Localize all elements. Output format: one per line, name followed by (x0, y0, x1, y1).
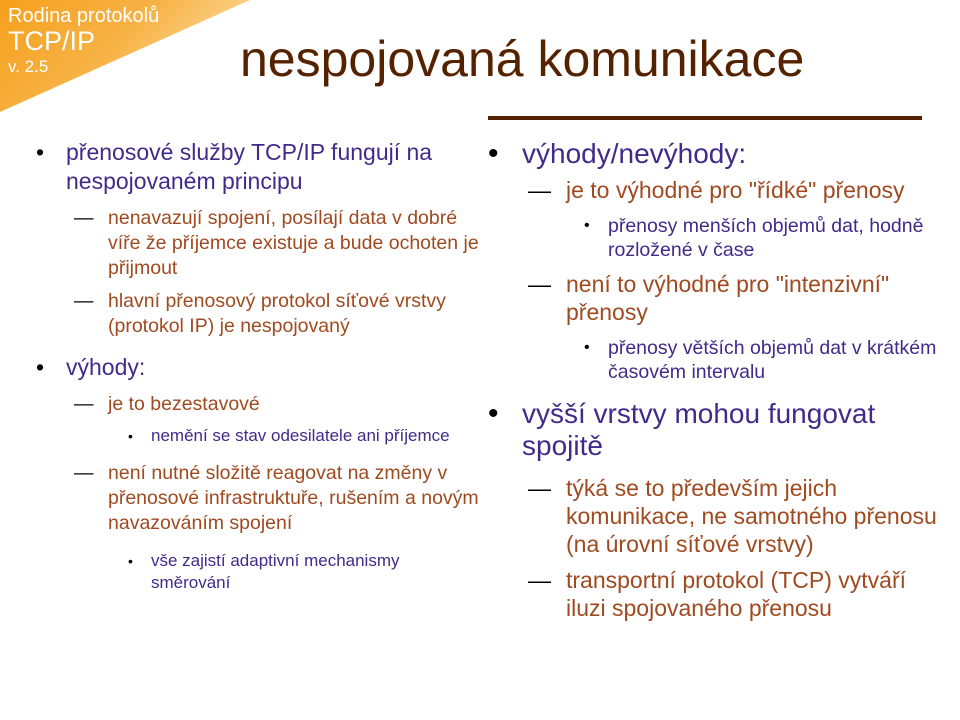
sub-bullet-transport-protocol: — transportní protokol (TCP) vytváří iluzi spojovaného přenosu (488, 566, 946, 622)
bullet-pros-cons: • výhody/nevýhody: (488, 138, 946, 170)
right-column (488, 138, 946, 622)
bullet-upper-layers: • vyšší vrstvy mohou fungovat spojitě (488, 398, 946, 462)
bullet-connectionless-services: • přenosové služby TCP/IP fungují na nespojovaném principu (36, 138, 482, 196)
sub-bullet-sparse-transfers: — je to výhodné pro "řídké" přenosy (488, 176, 946, 204)
sub-bullet-intensive-transfers: — není to výhodné pro "intenzivní" přenosy (488, 270, 946, 326)
sub-bullet-stateless: — je to bezestavové (36, 392, 482, 417)
sub-bullet-ip-connectionless: — hlavní přenosový protokol síťové vrstvy (protokol IP) je nespojovaný (36, 289, 482, 339)
sub-sub-bullet-no-state-change: • nemění se stav odesilatele ani příjemce (36, 425, 482, 447)
title-underline (488, 116, 922, 120)
sub-sub-bullet-adaptive-routing: • vše zajistí adaptivní mechanismy směrování (36, 550, 482, 594)
sub-bullet-communication: — týká se to především jejich komunikace, ne samotného přenosu (na úrovní síťové vrstvy) (488, 474, 946, 558)
series-title: Rodina protokolů (8, 5, 160, 27)
bullet-advantages: • výhody: (36, 353, 482, 382)
slide-title: nespojovaná komunikace (240, 31, 805, 87)
sub-sub-bullet-small-data: • přenosy menších objemů dat, hodně rozložené v čase (488, 214, 946, 262)
left-column (36, 138, 482, 594)
series-version: v. 2.5 (8, 57, 49, 76)
series-protocol: TCP/IP (8, 26, 96, 56)
series-label (8, 6, 159, 75)
sub-bullet-no-connection: — nenavazují spojení, posílají data v dobré víře že příjemce existuje a bude ochoten je přijmout (36, 206, 482, 281)
sub-sub-bullet-large-data: • přenosy větších objemů dat v krátkém časovém intervalu (488, 336, 946, 384)
sub-bullet-no-reaction-needed: — není nutné složitě reagovat na změny v přenosové infrastruktuře, rušením a novým navazováním spojení (36, 461, 482, 536)
